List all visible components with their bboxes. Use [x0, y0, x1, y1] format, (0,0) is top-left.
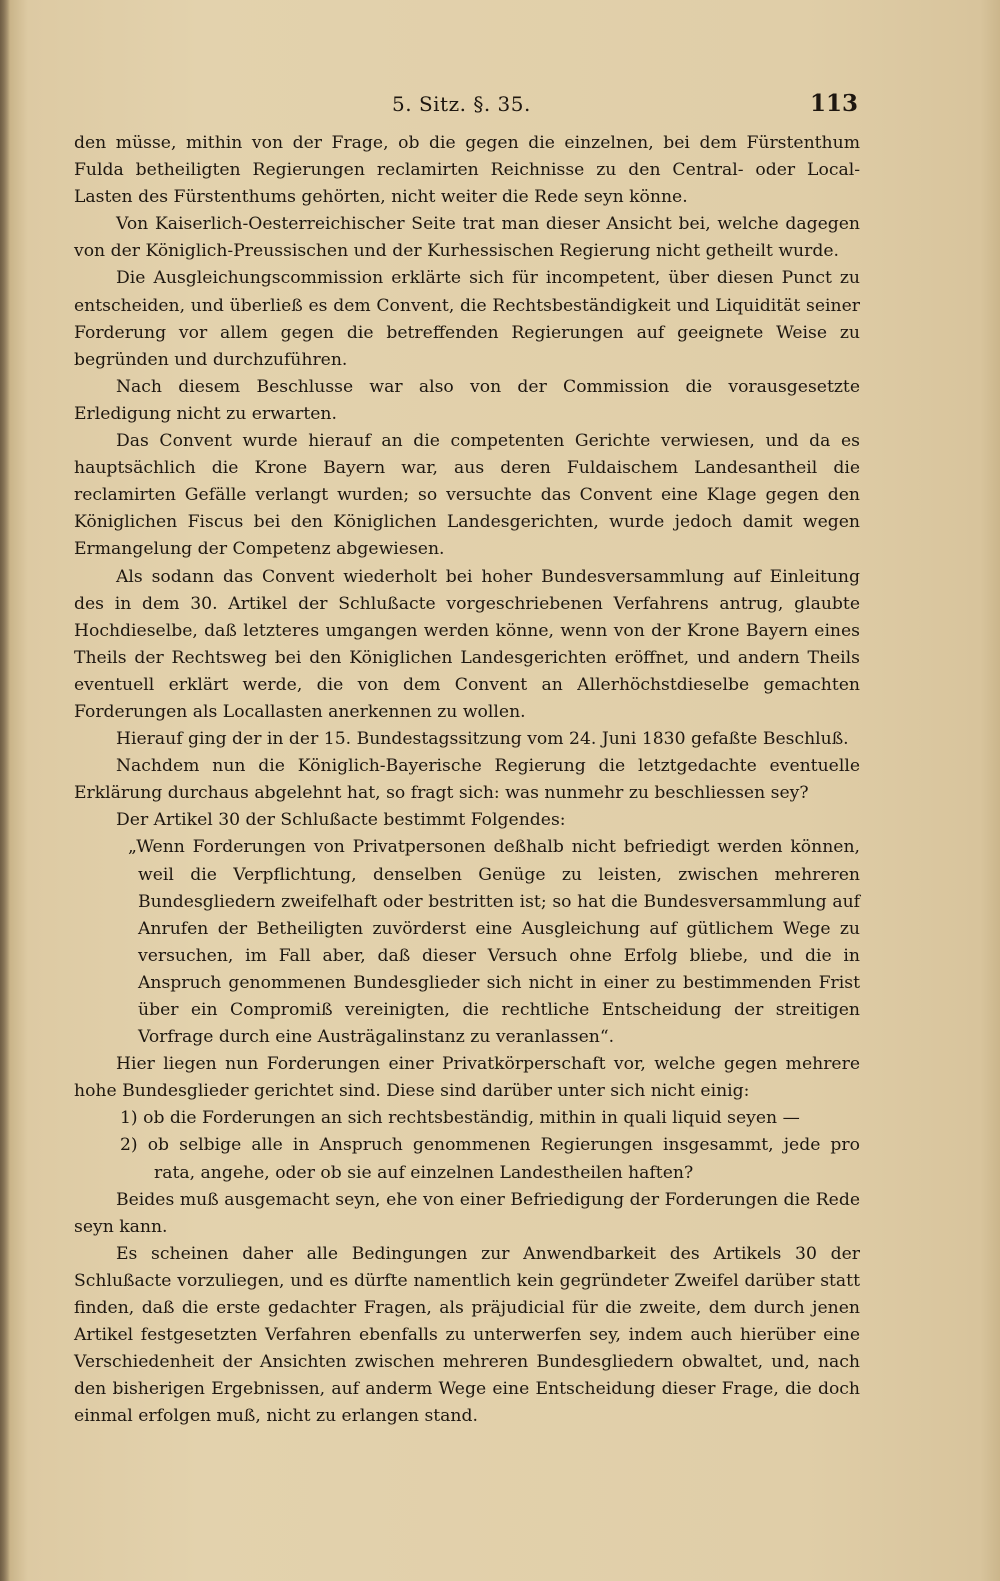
list-item: 2) ob selbige alle in Anspruch genommenen Regierungen insgesammt, jede pro rata, angehe, oder ob sie auf einzelnen Landestheilen haften? — [120, 1135, 860, 1183]
list-item: 1) ob die Forderungen an sich rechtsbeständig, mithin in quali liquid seyen — — [120, 1108, 800, 1129]
page-number: 113 — [810, 90, 859, 117]
paragraph: Als sodann das Convent wiederholt bei hoher Bundesversammlung auf Einleitung des in dem 30. Artikel der Schlußacte vorgeschriebenen Verfahrens antrug, glaubte Hochdieselbe, daß letzteres umgangen werden könne, wenn von der Krone Bayern eines Theils der Rechtsweg bei den Königlichen Landesgerichten eröffnet, und andern Theils eventuell erklärt werde, die von dem Convent an Allerhöchstdieselbe gemachten Forderungen als Locallasten anerkennen zu wollen. — [74, 566, 860, 722]
paragraph: Nach diesem Beschlusse war also von der Commission die vorausgesetzte Erledigung nicht zu erwarten. — [74, 376, 860, 424]
running-head: 5. Sitz. §. 35. — [392, 92, 531, 116]
paragraph: Nachdem nun die Königlich-Bayerische Regierung die letztgedachte eventuelle Erklärung durchaus abgelehnt hat, so fragt sich: was nunmehr zu beschliessen sey? — [74, 756, 860, 804]
paragraph: Von Kaiserlich-Oesterreichischer Seite trat man dieser Ansicht bei, welche dagegen von der Königlich-Preussischen und der Kurhessischen Regierung nicht getheilt wurde. — [74, 214, 860, 262]
paragraph: Beides muß ausgemacht seyn, ehe von einer Befriedigung der Forderungen die Rede seyn kann. — [74, 1189, 860, 1237]
paragraph: Hierauf ging der in der 15. Bundestagssitzung vom 24. Juni 1830 gefaßte Beschluß. — [116, 729, 849, 750]
paragraph: Es scheinen daher alle Bedingungen zur Anwendbarkeit des Artikels 30 der Schlußacte vorzuliegen, und es dürfte namentlich kein gegründeter Zweifel darüber statt finden, daß die erste gedachter Fragen, als präjudicial für die zweite, dem durch jenen Artikel festgesetzten Verfahren ebenfalls zu unterwerfen sey, indem auch hierüber eine Verschiedenheit der Ansichten zwischen mehreren Bundesgliedern obwaltet, und, nach den bisherigen Ergebnissen, auf anderm Wege eine Entscheidung dieser Frage, die doch einmal erfolgen muß, nicht zu erlangen stand. — [74, 1243, 860, 1427]
block-quote: „Wenn Forderungen von Privatpersonen deßhalb nicht befriedigt werden können, weil die Verpflichtung, denselben Genüge zu leisten, zwischen mehreren Bundesgliedern zweifelhaft oder bestritten ist; so hat die Bundesversammlung auf Anrufen der Betheiligten zuvörderst eine Ausgleichung auf gütlichem Wege zu versuchen, im Fall aber, daß dieser Versuch ohne Erfolg bliebe, und die in Anspruch genommenen Bundesglieder sich nicht in einer zu bestimmenden Frist über ein Compromiß vereinigten, die rechtliche Entscheidung der streitigen Vorfrage durch eine Austrägalinstanz zu veranlassen“. — [128, 837, 860, 1048]
paragraph: Die Ausgleichungscommission erklärte sich für incompetent, über diesen Punct zu entscheiden, und überließ es dem Convent, die Rechtsbeständigkeit und Liquidität seiner Forderung vor allem gegen die betreffenden Regierungen auf geeignete Weise zu begründen und durchzuführen. — [74, 268, 860, 370]
paragraph: Das Convent wurde hierauf an die competenten Gerichte verwiesen, und da es hauptsächlich die Krone Bayern war, aus deren Fuldaischem Landesantheil die reclamirten Gefälle verlangt wurden; so versuchte das Convent eine Klage gegen den Königlichen Fiscus bei den Königlichen Landesgerichten, wurde jedoch damit wegen Ermangelung der Competenz abgewiesen. — [74, 431, 860, 560]
paragraph: Hier liegen nun Forderungen einer Privatkörperschaft vor, welche gegen mehrere hohe Bundesglieder gerichtet sind. Diese sind darüber unter sich nicht einig: — [74, 1054, 860, 1102]
paragraph: den müsse, mithin von der Frage, ob die gegen die einzelnen, bei dem Fürstenthum Fulda betheiligten Regierungen reclamirten Reichnisse zu den Central- oder Local-Lasten des Fürstenthums gehörten, nicht weiter die Rede seyn könne. — [74, 133, 860, 208]
page-body — [74, 130, 860, 1431]
page-header — [0, 88, 1000, 128]
paragraph: Der Artikel 30 der Schlußacte bestimmt Folgendes: — [116, 810, 566, 831]
